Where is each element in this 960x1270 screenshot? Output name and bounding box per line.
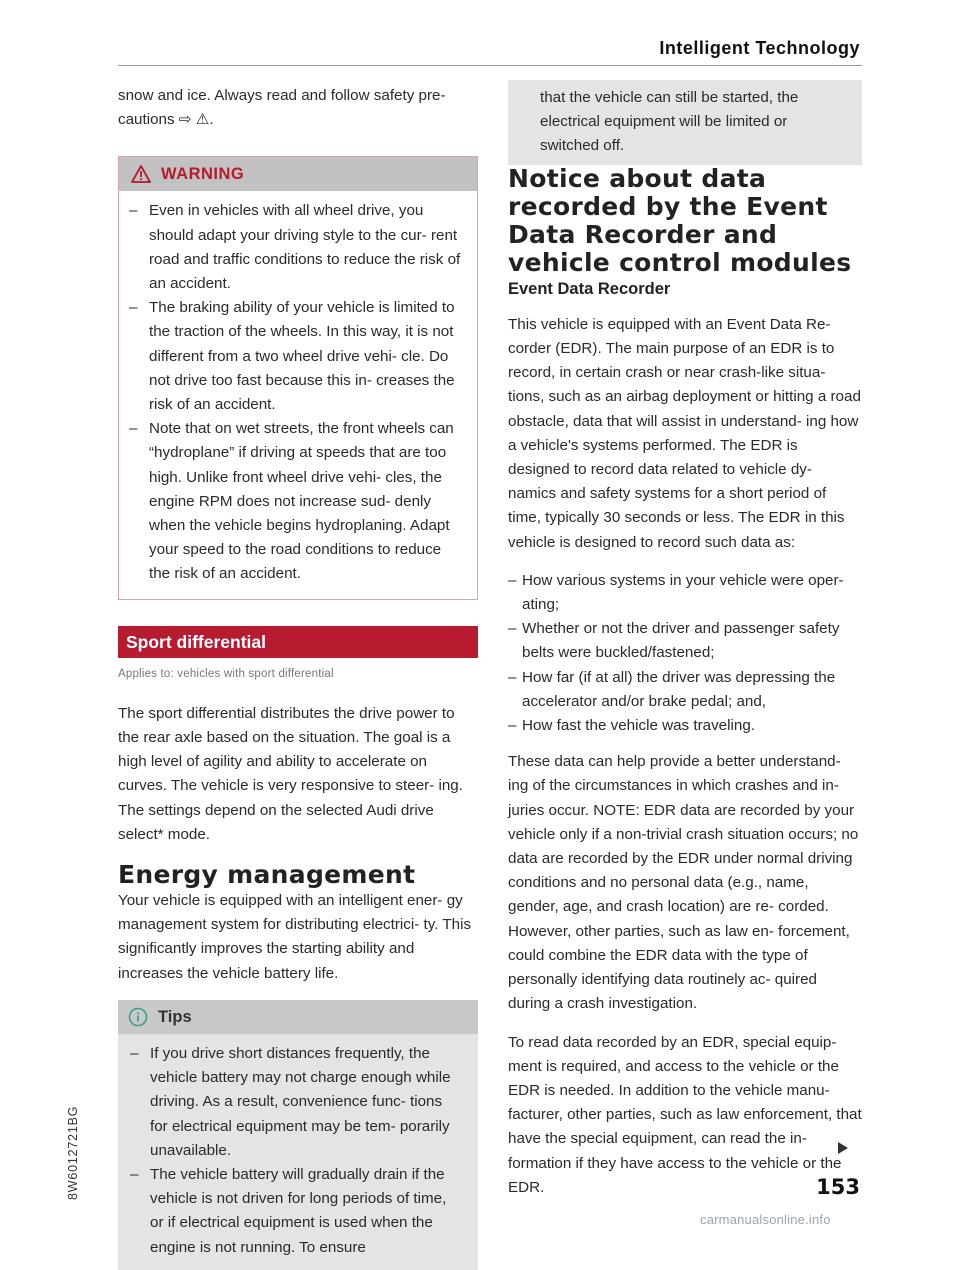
warning-label: WARNING: [161, 165, 245, 184]
continue-arrow-icon: [836, 1141, 850, 1155]
warning-item: – The braking ability of your vehicle is limited to the traction of the wheels. In this way, it is not different from a two wheel drive vehi- cle. Do not drive too fast because this in- creases the risk of an accident.: [129, 296, 463, 417]
document-code-text: 8W6012721BG: [66, 1105, 80, 1200]
list-item: – How various systems in your vehicle were oper- ating;: [508, 569, 862, 617]
left-column: [118, 80, 478, 1270]
energy-paragraph: Your vehicle is equipped with an intelligent ener- gy management system for distributing electrici- ty. This significantly improves the starting ability and increases the vehicle battery life.: [118, 892, 472, 982]
warning-header: [119, 157, 477, 191]
subheading-event-data-recorder: Event Data Recorder: [508, 279, 671, 298]
tips-continuation: [508, 80, 862, 165]
tips-item: – If you drive short distances frequently, the vehicle battery may not charge enough while driving. As a result, convenience func- tions for electrical equipment may be tem- porarily unavailable.: [130, 1042, 464, 1163]
header-rule: [118, 65, 862, 66]
tips-label: Tips: [158, 1007, 192, 1026]
tips-box: [118, 1000, 478, 1270]
heading-energy-management: Energy management: [118, 860, 416, 890]
running-header: Intelligent Technology: [659, 38, 860, 58]
tips-header: [118, 1000, 478, 1034]
section-title-sport-differential: Sport differential: [118, 626, 478, 658]
intro-paragraph: snow and ice. Always read and follow safety pre- cautions ⇨ ⚠.: [118, 87, 446, 129]
list-item: – How far (if at all) the driver was depressing the accelerator and/or brake pedal; and,: [508, 666, 862, 714]
document-code: [62, 1060, 82, 1210]
warning-box: [118, 156, 478, 599]
watermark: carmanualsonline.info: [700, 1212, 831, 1227]
list-item: – How fast the vehicle was traveling.: [508, 714, 862, 738]
edr-paragraph-1: This vehicle is equipped with an Event Data Re- corder (EDR). The main purpose of an EDR is to record, in certain crash or near crash-like situa- tions, such as an airbag deployment or hitting a road obstacle, data that will assist in understand- ing how a vehicle's systems performed. The EDR is designed to record data related to vehicle dy- namics and safety systems for a short period of time, typically 30 seconds or less. The EDR in this vehicle is designed to record such data as:: [508, 315, 861, 551]
tips-item: – The vehicle battery will gradually drain if the vehicle is not driven for long periods of time, or if electrical equipment is used when the engine is not running. To ensure: [130, 1163, 464, 1260]
warning-list: [119, 191, 477, 598]
right-column: [508, 80, 862, 1214]
tips-list: [118, 1034, 478, 1264]
heading-notice-edr: Notice about data recorded by the Event Data Recorder and vehicle control modules: [508, 163, 852, 277]
sport-paragraph: The sport differential distributes the drive power to the rear axle based on the situation. The goal is a high level of agility and ability to accelerate on curves. The vehicle is very responsive to steer- ing. The settings depend on the selected Audi drive select* mode.: [118, 704, 463, 843]
applies-note: Applies to: vehicles with sport differential: [118, 667, 334, 680]
edr-paragraph-2: These data can help provide a better understand- ing of the circumstances in which crashes and in- juries occur. NOTE: EDR data are recorded by your vehicle only if a non-trivial crash situation occurs; no data are recorded by the EDR under normal driving conditions and no personal data (e.g., name, gender, age, and crash location) are re- corded. However, other parties, such as law en- forcement, could combine the EDR data with the type of personally identifying data routinely ac- quired during a crash investigation.: [508, 753, 859, 1013]
tips-continuation-text: that the vehicle can still be started, the electrical equipment will be limited or switched off.: [540, 89, 799, 155]
page-number: 153: [816, 1175, 860, 1199]
edr-paragraph-3: To read data recorded by an EDR, special equip- ment is required, and access to the vehicle or the EDR is needed. In addition to the vehicle manu- facturer, other parties, such as law enforcement, that have the special equipment, can read the in- formation if they have access to the vehicle or the EDR.: [508, 1033, 862, 1196]
warning-triangle-icon: [131, 165, 151, 183]
list-item: – Whether or not the driver and passenger safety belts were buckled/fastened;: [508, 617, 862, 665]
warning-item: – Note that on wet streets, the front wheels can “hydroplane” if driving at speeds that are too high. Unlike front wheel drive vehi- cles, the engine RPM does not increase sud- denly when the vehicle begins hydroplaning. Adapt your speed to the road conditions to reduce the risk of an accident.: [129, 417, 463, 586]
edr-data-list: [508, 569, 862, 738]
warning-item: – Even in vehicles with all wheel drive, you should adapt your driving style to the cur- rent road and traffic conditions to reduce the risk of an accident.: [129, 199, 463, 296]
info-icon: [128, 1007, 148, 1027]
